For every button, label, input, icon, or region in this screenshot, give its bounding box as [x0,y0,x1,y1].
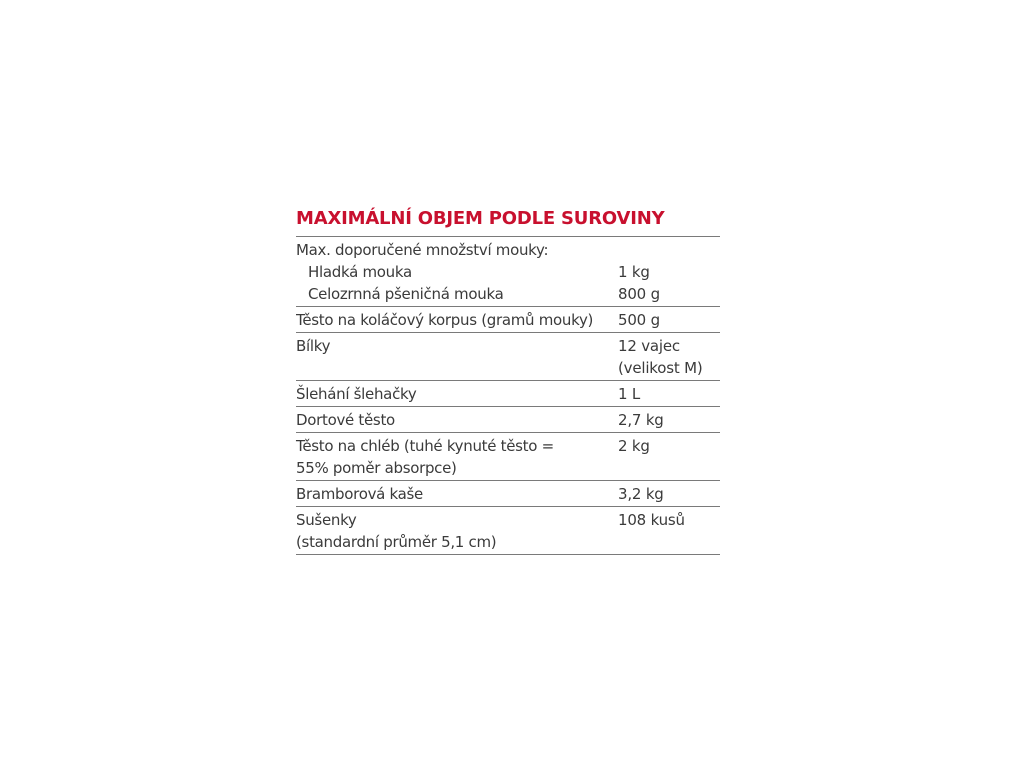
table-row [296,435,720,479]
row-value: 108 kusů [618,511,685,529]
row-label: Dortové těsto [296,411,395,429]
row-value: 500 g [618,311,660,329]
row-label: Celozrnná pšeničná mouka [308,285,504,303]
row-value: 800 g [618,285,660,303]
table-row [296,261,720,283]
row-value-note: (velikost M) [618,359,703,377]
row-value: 2,7 kg [618,411,664,429]
table-section-egg-whites [296,333,720,381]
row-value: 12 vajec [618,337,680,355]
row-label: Těsto na chléb (tuhé kynuté těsto = [296,437,554,455]
table-section-cake [296,407,720,433]
table-row [296,409,720,431]
table-row [296,309,720,331]
table-row [296,335,720,379]
table-row [296,383,720,405]
row-value: 1 kg [618,263,650,281]
capacity-table [296,207,720,555]
row-label: Bramborová kaše [296,485,423,503]
flour-header-label: Max. doporučené množství mouky: [296,241,549,259]
table-title: MAXIMÁLNÍ OBJEM PODLE SUROVINY [296,207,720,237]
row-label: Hladká mouka [308,263,412,281]
table-row [296,509,720,553]
row-label-note: 55% poměr absorpce) [296,459,457,477]
row-label-note: (standardní průměr 5,1 cm) [296,533,497,551]
row-label: Bílky [296,337,331,355]
table-section-bread [296,433,720,481]
table-row [296,239,720,261]
table-section-cookies [296,507,720,555]
table-section-potato [296,481,720,507]
row-value: 1 L [618,385,641,403]
row-value: 3,2 kg [618,485,664,503]
row-label: Šlehání šlehačky [296,385,417,403]
table-row [296,283,720,305]
row-label: Sušenky [296,511,357,529]
row-value: 2 kg [618,437,650,455]
table-row [296,483,720,505]
table-section-pie-dough [296,307,720,333]
table-section-flour [296,237,720,307]
row-label: Těsto na koláčový korpus (gramů mouky) [296,311,594,329]
table-section-cream [296,381,720,407]
